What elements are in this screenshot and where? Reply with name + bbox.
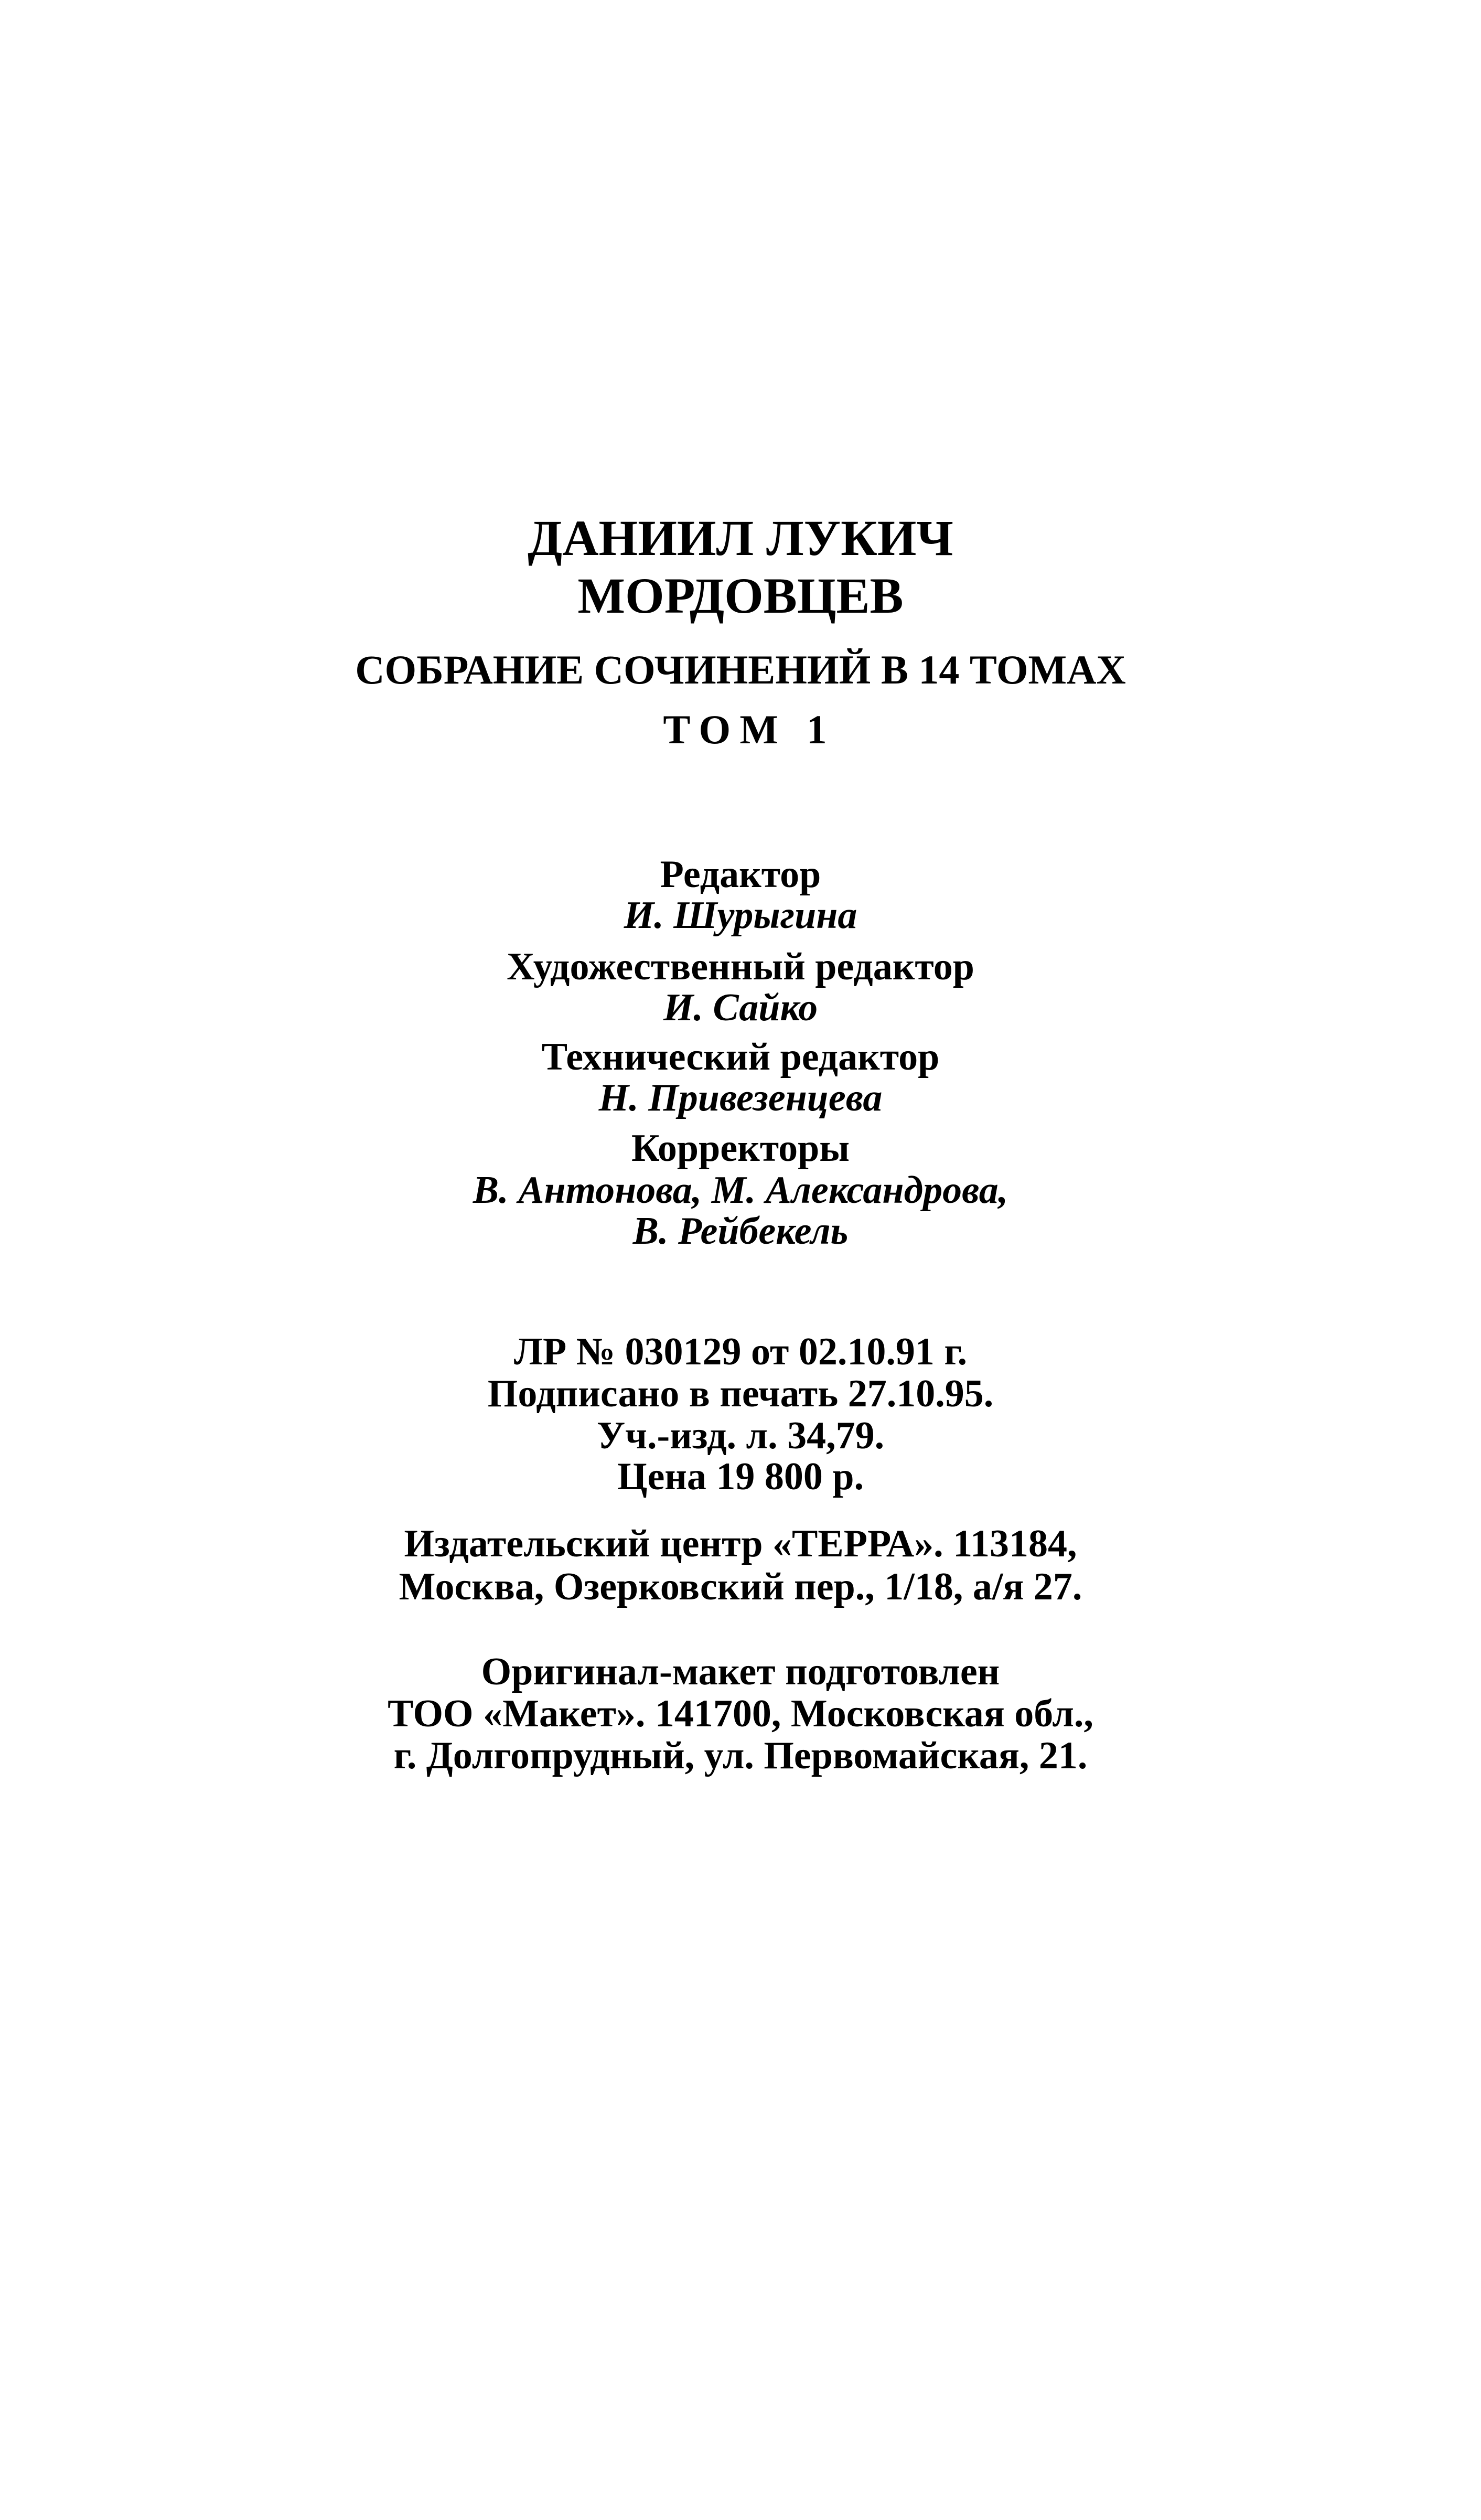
layout-company: ТОО «Макет». 141700, Московская обл., [388, 1692, 1093, 1735]
layout-prepared-by: Оригинал-макет подготовлен [481, 1650, 1000, 1693]
publisher-sheets: Уч.-изд. л. 34,79. [596, 1414, 885, 1457]
publisher-name: Издательский центр «ТЕРРА». 113184, [404, 1522, 1077, 1565]
license-number: ЛР № 030129 от 02.10.91 г. [513, 1330, 968, 1373]
credit-role-proofreaders: Корректоры [631, 1127, 850, 1170]
price: Цена 19 800 р. [617, 1455, 864, 1498]
credit-name-art-editor: И. Сайко [663, 986, 818, 1029]
credit-name-editor: И. Шурыгина [624, 894, 857, 937]
author-surname: МОРДОВЦЕВ [577, 568, 904, 624]
series-title: СОБРАНИЕ СОЧИНЕНИЙ В 14 ТОМАХ [355, 647, 1126, 692]
publisher-address: Москва, Озерковский пер., 1/18, а/я 27. [399, 1565, 1082, 1608]
credit-names-proofreaders: В. Антонова, М. Александрова, [473, 1169, 1008, 1212]
layout-company-address: г. Долгопрудный, ул. Первомайская, 21. [393, 1734, 1088, 1777]
credit-role-technical-editor: Технический редактор [541, 1035, 940, 1079]
credit-role-art-editor: Художественный редактор [507, 945, 974, 988]
author-first-names: ДАНИИЛ ЛУКИЧ [528, 510, 953, 566]
signed-to-print: Подписано в печать 27.10.95. [487, 1372, 994, 1415]
volume-number: ТОМ 1 [663, 707, 836, 752]
credit-role-editor: Редактор [660, 853, 821, 896]
credit-names-proofreaders-continued: В. Рейбекель [632, 1210, 849, 1253]
credit-name-technical-editor: Н. Привезенцева [598, 1076, 883, 1119]
